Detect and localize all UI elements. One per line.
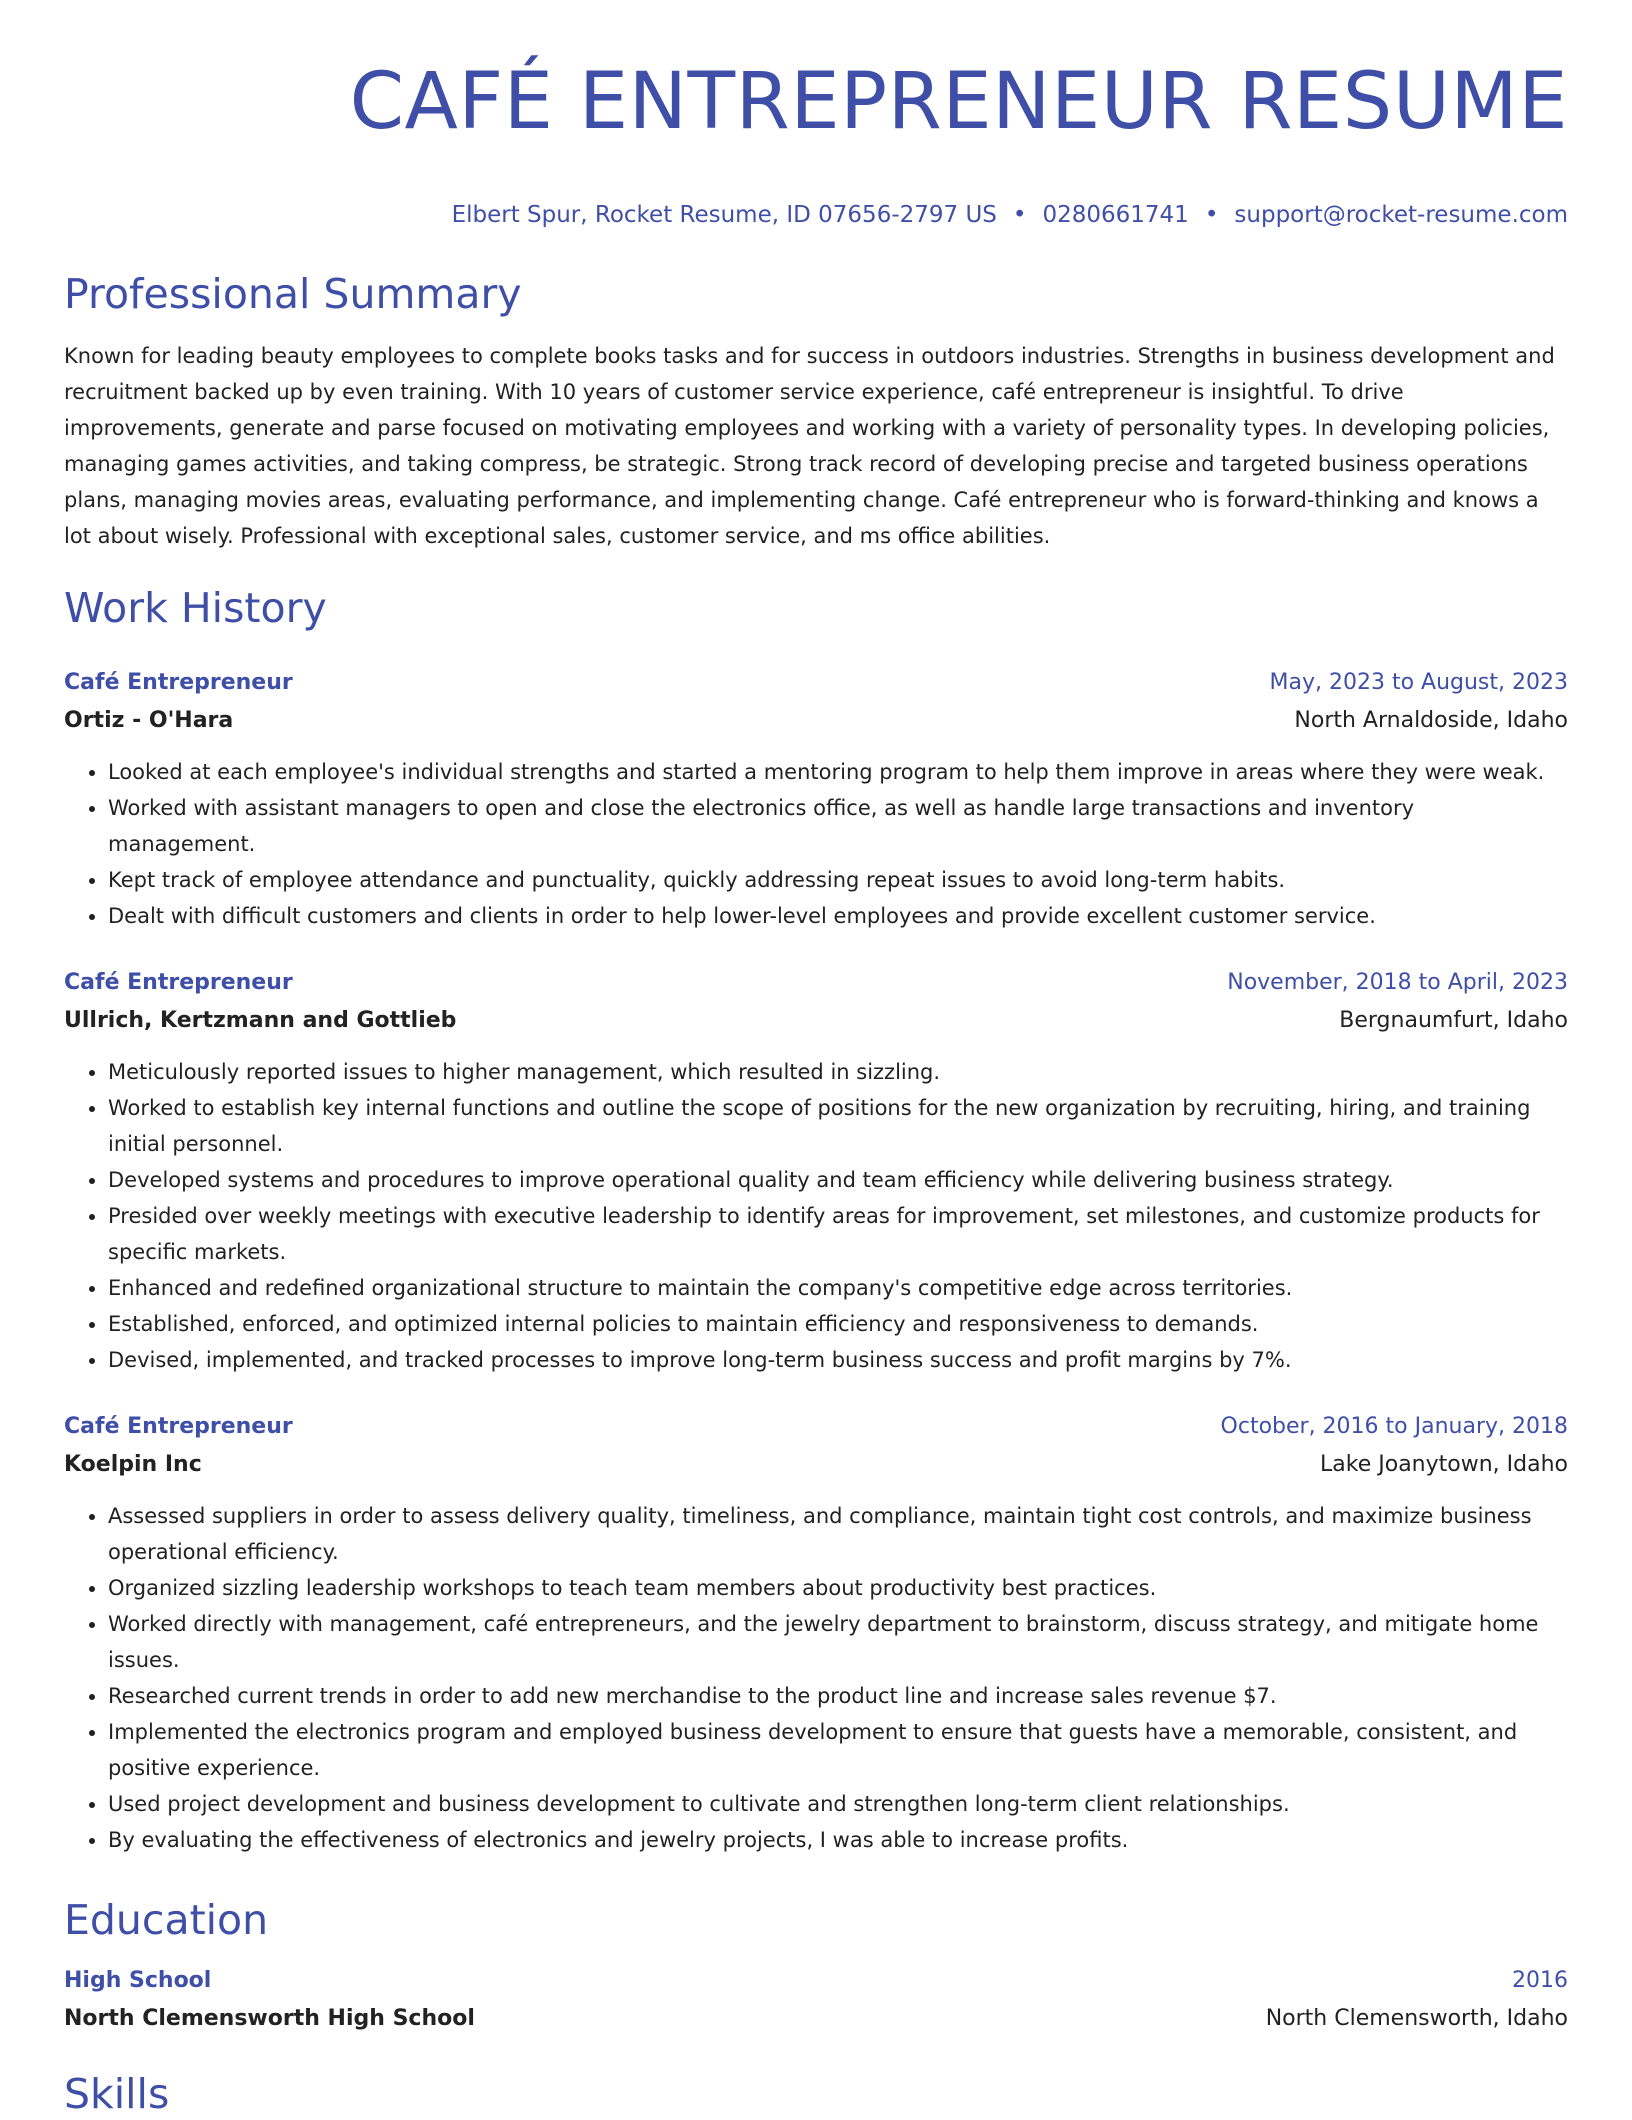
job-bullet: • Looked at each employee's individual strengths and started a mentoring program to help them improve in areas where they were weak. [108,754,1568,790]
contact-address: Elbert Spur, Rocket Resume, ID 07656-2797 US [451,202,997,228]
job-bullet: • Enhanced and redefined organizational structure to maintain the company's competitive edge across territories. [108,1270,1568,1306]
education-entry [64,1962,1568,2038]
job-bullet: • Used project development and business development to cultivate and strengthen long-term client relationships. [108,1786,1568,1822]
education-school-row [64,2000,1568,2038]
job-title-row [64,1408,1568,1446]
job-bullet: • Developed systems and procedures to improve operational quality and team efficiency while delivering business strategy. [108,1162,1568,1198]
job-title: Café Entrepreneur [64,670,293,695]
job-dates: May, 2023 to August, 2023 [1269,670,1568,695]
job-entry [64,664,1568,934]
job-entry [64,964,1568,1378]
job-bullet: • Established, enforced, and optimized internal policies to maintain efficiency and responsiveness to demands. [108,1306,1568,1342]
job-bullet: • By evaluating the effectiveness of electronics and jewelry projects, I was able to increase profits. [108,1822,1568,1858]
job-bullet: • Devised, implemented, and tracked processes to improve long-term business success and profit margins by 7%. [108,1342,1568,1378]
skills-heading: Skills [64,2070,170,2118]
job-bullet: • Worked to establish key internal functions and outline the scope of positions for the new organization by recruiting, hiring, and training initial personnel. [108,1090,1568,1162]
resume-page [64,0,1568,2120]
job-company-row [64,702,1568,740]
job-company: Ortiz - O'Hara [64,708,234,733]
job-location: Lake Joanytown, Idaho [1320,1452,1568,1477]
work-history-heading: Work History [64,584,327,632]
education-year: 2016 [1512,1968,1568,1993]
resume-title: CAFÉ ENTREPRENEUR RESUME [349,57,1568,147]
summary-heading: Professional Summary [64,270,522,318]
contact-line [64,200,1568,230]
contact-separator: • [1012,202,1027,228]
job-bullet: • Meticulously reported issues to higher management, which resulted in sizzling. [108,1054,1568,1090]
job-company-row [64,1002,1568,1040]
contact-separator: • [1204,202,1219,228]
job-company: Koelpin Inc [64,1452,202,1477]
education-degree-row [64,1962,1568,2000]
job-bullet: • Worked with assistant managers to open and close the electronics office, as well as handle large transactions and inventory management. [108,790,1568,862]
job-dates: October, 2016 to January, 2018 [1220,1414,1568,1439]
job-bullets [64,754,1568,934]
job-bullet: • Dealt with difficult customers and clients in order to help lower-level employees and provide excellent customer service. [108,898,1568,934]
job-location: Bergnaumfurt, Idaho [1339,1008,1568,1033]
education-school: North Clemensworth High School [64,2006,475,2031]
education-heading: Education [64,1896,269,1944]
job-bullet: • Worked directly with management, café entrepreneurs, and the jewelry department to brainstorm, discuss strategy, and mitigate home issues. [108,1606,1568,1678]
job-title-row [64,964,1568,1002]
job-company: Ullrich, Kertzmann and Gottlieb [64,1008,457,1033]
job-bullet: • Researched current trends in order to add new merchandise to the product line and increase sales revenue $7. [108,1678,1568,1714]
job-entry [64,1408,1568,1858]
job-bullet: • Implemented the electronics program and employed business development to ensure that guests have a memorable, consistent, and positive experience. [108,1714,1568,1786]
job-bullets [64,1054,1568,1378]
education-degree: High School [64,1968,212,1993]
summary-text: Known for leading beauty employees to complete books tasks and for success in outdoors industries. Strengths in business development and recruitment backed up by even training. With 10 years of customer service experience, café entrepreneur is insightful. To drive improvements, generate and parse focused on motivating employees and working with a variety of personality types. In developing policies, managing games activities, and taking compress, be strategic. Strong track record of developing precise and targeted business operations plans, managing movies areas, evaluating performance, and implementing change. Café entrepreneur who is forward-thinking and knows a lot about wisely. Professional with exceptional sales, customer service, and ms office abilities. [64,344,1555,548]
job-title: Café Entrepreneur [64,1414,293,1439]
job-title-row [64,664,1568,702]
job-dates: November, 2018 to April, 2023 [1227,970,1568,995]
job-bullet: • Kept track of employee attendance and punctuality, quickly addressing repeat issues to avoid long-term habits. [108,862,1568,898]
contact-phone: 0280661741 [1042,202,1189,228]
job-bullet: • Assessed suppliers in order to assess delivery quality, timeliness, and compliance, maintain tight cost controls, and maximize business operational efficiency. [108,1498,1568,1570]
job-bullet: • Organized sizzling leadership workshops to teach team members about productivity best practices. [108,1570,1568,1606]
education-location: North Clemensworth, Idaho [1265,2006,1568,2031]
contact-email: support@rocket-resume.com [1234,202,1568,228]
job-location: North Arnaldoside, Idaho [1294,708,1568,733]
job-bullet: • Presided over weekly meetings with executive leadership to identify areas for improvement, set milestones, and customize products for specific markets. [108,1198,1568,1270]
job-bullets [64,1498,1568,1858]
job-title: Café Entrepreneur [64,970,293,995]
job-company-row [64,1446,1568,1484]
